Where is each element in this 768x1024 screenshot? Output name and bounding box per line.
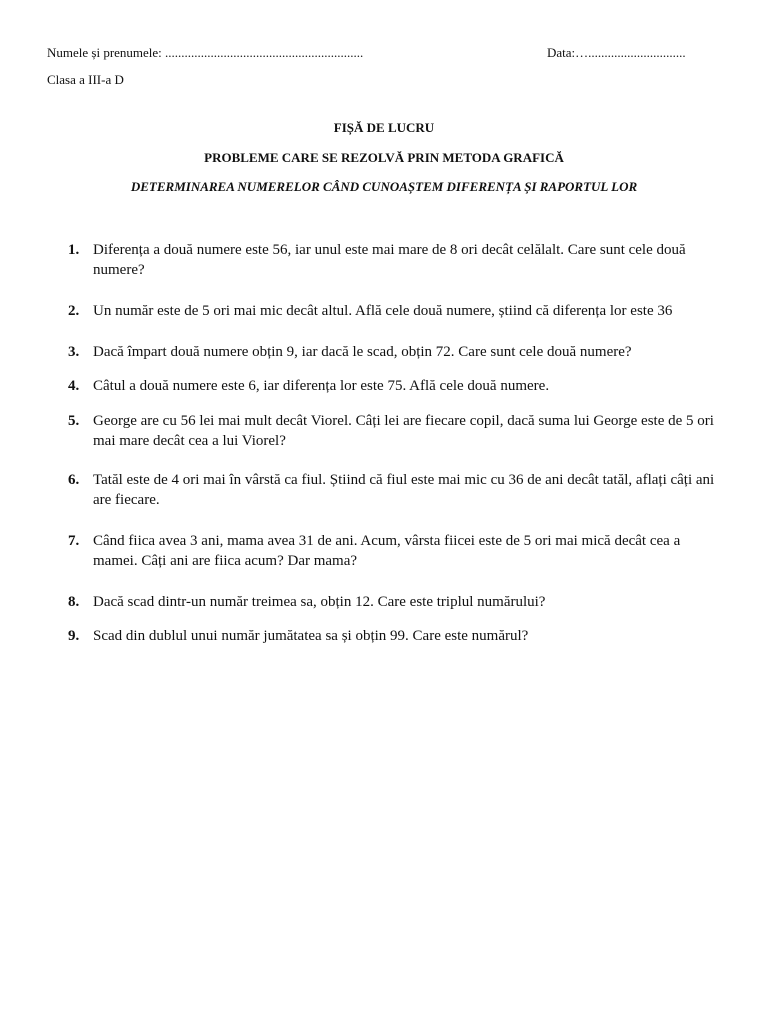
problem-text: Dacă scad dintr-un număr treimea sa, obțin 12. Care este triplul numărului? xyxy=(93,594,546,610)
problem-item xyxy=(68,592,728,612)
problem-item xyxy=(68,470,728,510)
date-field-label: Data:….............................. xyxy=(547,45,686,60)
problem-text: George are cu 56 lei mai mult decât Viorel. Câți lei are fiecare copil, dacă suma lui George este de 5 ori mai mare decât cea a lui Viorel? xyxy=(93,413,714,449)
problem-text: Scad din dublul unui număr jumătatea sa și obțin 99. Care este numărul? xyxy=(93,628,529,644)
problem-text: Dacă împart două numere obțin 9, iar dacă le scad, obțin 72. Care sunt cele două numere? xyxy=(93,344,632,360)
problem-text: Când fiica avea 3 ani, mama avea 31 de ani. Acum, vârsta fiicei este de 5 ori mai mică decât cea a mamei. Câți ani are fiica acum? Dar mama? xyxy=(93,533,681,569)
worksheet-topic: DETERMINAREA NUMERELOR CÂND CUNOAȘTEM DIFERENȚA ȘI RAPORTUL LOR xyxy=(130,179,638,194)
problem-text: Tatăl este de 4 ori mai în vârstă ca fiul. Știind că fiul este mai mic cu 36 de ani decât tatăl, aflați câți ani are fiecare. xyxy=(93,472,715,508)
problem-number: 3. xyxy=(68,344,80,360)
problem-list xyxy=(68,240,728,646)
name-field-label: Numele și prenumele: ............................................................. xyxy=(47,45,364,60)
problem-item xyxy=(68,240,728,280)
problem-number: 7. xyxy=(68,533,80,549)
problem-item xyxy=(68,411,728,451)
class-label: Clasa a III-a D xyxy=(47,72,124,87)
problem-number: 8. xyxy=(68,594,80,610)
problem-number: 6. xyxy=(68,472,80,488)
problem-number: 4. xyxy=(68,378,80,394)
problem-text: Câtul a două numere este 6, iar diferența lor este 75. Află cele două numere. xyxy=(93,378,550,394)
problem-number: 5. xyxy=(68,413,80,429)
problem-text: Diferența a două numere este 56, iar unul este mai mare de 8 ori decât celălalt. Care sunt cele două numere? xyxy=(93,242,686,278)
worksheet-title: FIȘĂ DE LUCRU xyxy=(333,120,435,135)
problem-item xyxy=(68,342,728,362)
problem-item xyxy=(68,301,728,321)
problem-item xyxy=(68,531,728,571)
problem-number: 1. xyxy=(68,242,80,258)
problem-text: Un număr este de 5 ori mai mic decât altul. Află cele două numere, știind că diferența lor este 36 xyxy=(93,303,673,319)
problem-item xyxy=(68,376,728,396)
problem-item xyxy=(68,626,728,646)
problem-number: 2. xyxy=(68,303,80,319)
problem-number: 9. xyxy=(68,628,80,644)
worksheet-subtitle: PROBLEME CARE SE REZOLVĂ PRIN METODA GRAFICĂ xyxy=(204,150,564,165)
